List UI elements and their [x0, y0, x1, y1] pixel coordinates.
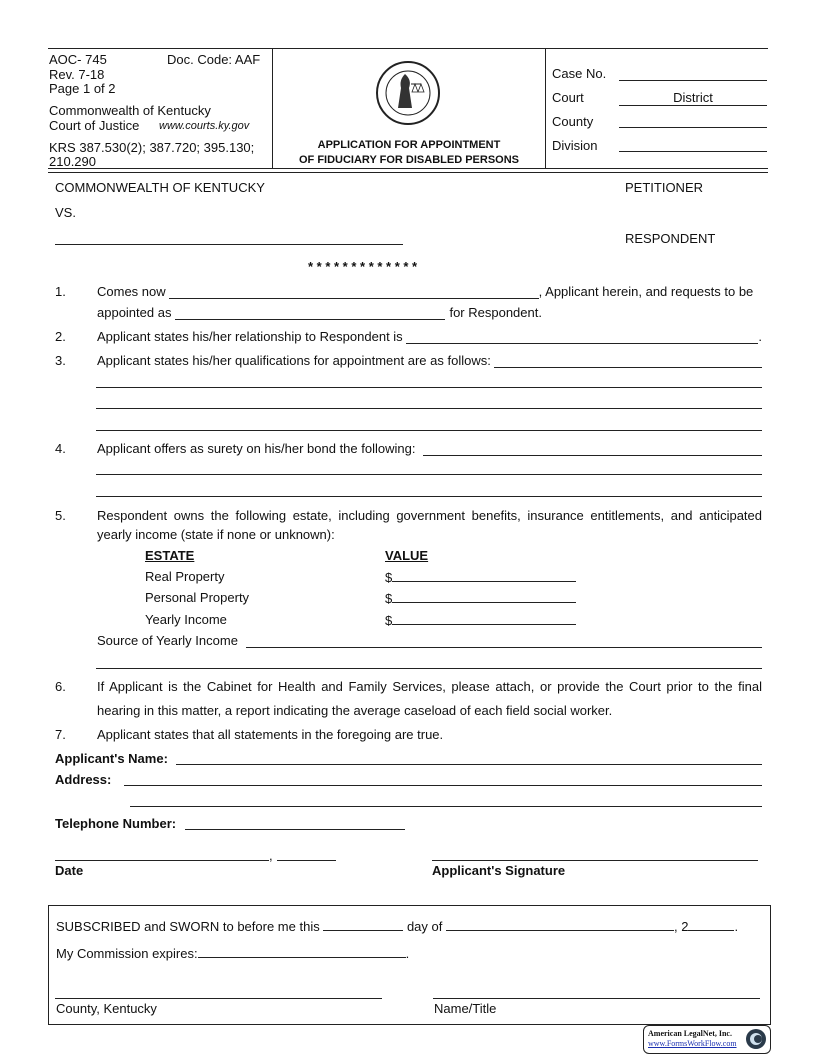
address-label: Address:: [55, 772, 112, 787]
currency-sign: $: [385, 570, 393, 585]
value-blank[interactable]: [392, 569, 576, 582]
address-input-line2[interactable]: [130, 806, 762, 807]
item-number: 5.: [55, 508, 66, 523]
item-text: Respondent owns the following estate, including government benefits, insurance entitlements, and anticipated: [97, 508, 762, 523]
notary-year-field[interactable]: [688, 918, 734, 931]
county-sign-field[interactable]: [55, 998, 382, 999]
item-text: Applicant states his/her relationship to Respondent is: [97, 329, 403, 344]
website-link[interactable]: www.courts.ky.gov: [159, 120, 250, 132]
currency-sign: $: [385, 613, 393, 628]
appointment-role-field[interactable]: [175, 307, 445, 320]
item-text: Applicant states that all statements in the foregoing are true.: [97, 727, 444, 742]
date-input[interactable]: [55, 860, 269, 861]
value-blank[interactable]: [392, 612, 576, 625]
publisher-badge[interactable]: [643, 1025, 771, 1054]
source-income-row: [97, 633, 762, 648]
estate-label: Personal Property: [145, 590, 250, 605]
phone-input[interactable]: [185, 829, 405, 830]
notary-text: .: [405, 946, 410, 961]
respondent-label: RESPONDENT: [625, 231, 716, 246]
applicant-name-input[interactable]: [176, 764, 762, 765]
surety-field[interactable]: [423, 443, 762, 456]
estate-value-field[interactable]: [385, 612, 576, 628]
form-number: AOC- 745: [49, 52, 107, 67]
item-number: 7.: [55, 727, 66, 742]
versus: VS.: [55, 205, 76, 220]
notary-month-field[interactable]: [446, 918, 674, 931]
form-title-cont: OF FIDUCIARY FOR DISABLED PERSONS: [298, 154, 520, 166]
org-name: Commonwealth of Kentucky: [49, 103, 211, 118]
statutes: KRS 387.530(2); 387.720; 395.130;: [49, 140, 255, 155]
plaintiff: COMMONWEALTH OF KENTUCKY: [55, 180, 265, 195]
county-label: County: [552, 114, 594, 129]
applicant-name-label: Applicant's Name:: [55, 751, 168, 766]
relationship-field[interactable]: [406, 331, 759, 344]
header-divider: [545, 48, 546, 168]
item-text: yearly income (state if none or unknown):: [97, 527, 335, 542]
estate-label: Yearly Income: [145, 612, 227, 627]
item-text: appointed as: [97, 305, 172, 320]
item-text: If Applicant is the Cabinet for Health and Family Services, please attach, or provide the Court prior to the final: [97, 679, 762, 694]
item-text: Applicant states his/her qualifications for appointment are as follows:: [97, 353, 491, 368]
notary-day-field[interactable]: [323, 918, 403, 931]
separator-stars: * * * * * * * * * * * * *: [308, 259, 418, 274]
source-income-field[interactable]: [246, 635, 762, 648]
item-text: .: [758, 329, 762, 344]
court-seal-icon: [375, 60, 441, 129]
commission-field[interactable]: [198, 945, 406, 958]
county-field[interactable]: [619, 127, 767, 128]
signature-label: Applicant's Signature: [432, 863, 566, 878]
source-income-line[interactable]: [96, 668, 762, 669]
qualifications-line[interactable]: [96, 408, 762, 409]
page-number: Page 1 of 2: [49, 81, 116, 96]
qualifications-line[interactable]: [96, 430, 762, 431]
item-text: for Respondent.: [449, 305, 542, 320]
doc-code: Doc. Code: AAF: [167, 52, 261, 67]
publisher-logo-icon: [745, 1028, 767, 1053]
statutes-cont: 210.290: [49, 154, 96, 169]
item-4: [97, 441, 762, 456]
estate-label: Real Property: [145, 569, 225, 584]
notary-line-2: [56, 945, 409, 961]
signature-input[interactable]: [432, 860, 758, 861]
surety-line[interactable]: [96, 474, 762, 475]
item-number: 2.: [55, 329, 66, 344]
org-court: Court of Justice: [49, 118, 140, 133]
surety-line[interactable]: [96, 496, 762, 497]
notary-text: .: [734, 919, 739, 934]
petitioner-label: PETITIONER: [625, 180, 704, 195]
court-field[interactable]: District: [619, 90, 767, 106]
revision: Rev. 7-18: [49, 67, 105, 82]
item-number: 3.: [55, 353, 66, 368]
notary-text: day of: [406, 919, 443, 934]
header-top-rule: [48, 48, 768, 49]
name-title-label: Name/Title: [434, 1001, 497, 1016]
date-year-input[interactable]: [277, 860, 336, 861]
notary-line-1: [56, 918, 738, 934]
currency-sign: $: [385, 591, 393, 606]
date-comma: ,: [269, 848, 273, 863]
name-title-field[interactable]: [433, 998, 760, 999]
value-blank[interactable]: [392, 590, 576, 603]
applicant-name-field[interactable]: [169, 286, 539, 299]
date-label: Date: [55, 863, 84, 878]
notary-text: , 2: [674, 919, 689, 934]
qualifications-field[interactable]: [494, 355, 762, 368]
item-number: 1.: [55, 284, 66, 299]
item-text: hearing in this matter, a report indicating the average caseload of each field social worker.: [97, 703, 613, 718]
source-income-label: Source of Yearly Income: [97, 633, 238, 648]
case-no-field[interactable]: [619, 80, 767, 81]
division-field[interactable]: [619, 151, 767, 152]
address-input[interactable]: [124, 785, 762, 786]
notary-text: SUBSCRIBED and SWORN to before me this: [56, 919, 320, 934]
case-no-label: Case No.: [552, 66, 607, 81]
item-number: 6.: [55, 679, 66, 694]
division-label: Division: [552, 138, 598, 153]
county-kentucky-label: County, Kentucky: [56, 1001, 157, 1016]
qualifications-line[interactable]: [96, 387, 762, 388]
item-text: Comes now: [97, 284, 166, 299]
value-header: VALUE: [385, 548, 429, 563]
item-3: [97, 353, 762, 368]
header-bottom-rule: [48, 172, 768, 173]
item-1: [97, 284, 762, 299]
phone-label: Telephone Number:: [55, 816, 177, 831]
item-number: 4.: [55, 441, 66, 456]
publisher-link[interactable]: www.FormsWorkFlow.com: [648, 1039, 737, 1048]
item-1-cont: [97, 305, 762, 320]
estate-value-field[interactable]: [385, 569, 576, 585]
form-title: APPLICATION FOR APPOINTMENT: [317, 139, 501, 151]
estate-header: ESTATE: [145, 548, 195, 563]
item-text: , Applicant herein, and requests to be: [538, 284, 754, 299]
estate-value-field[interactable]: [385, 590, 576, 606]
item-2: [97, 329, 762, 344]
commission-label: My Commission expires:: [56, 946, 198, 961]
court-label: Court: [552, 90, 584, 105]
publisher-name: American LegalNet, Inc.: [648, 1029, 732, 1038]
header-bottom-rule: [48, 168, 768, 169]
item-text: Applicant offers as surety on his/her bond the following:: [97, 441, 416, 456]
respondent-name-field[interactable]: [55, 244, 403, 245]
